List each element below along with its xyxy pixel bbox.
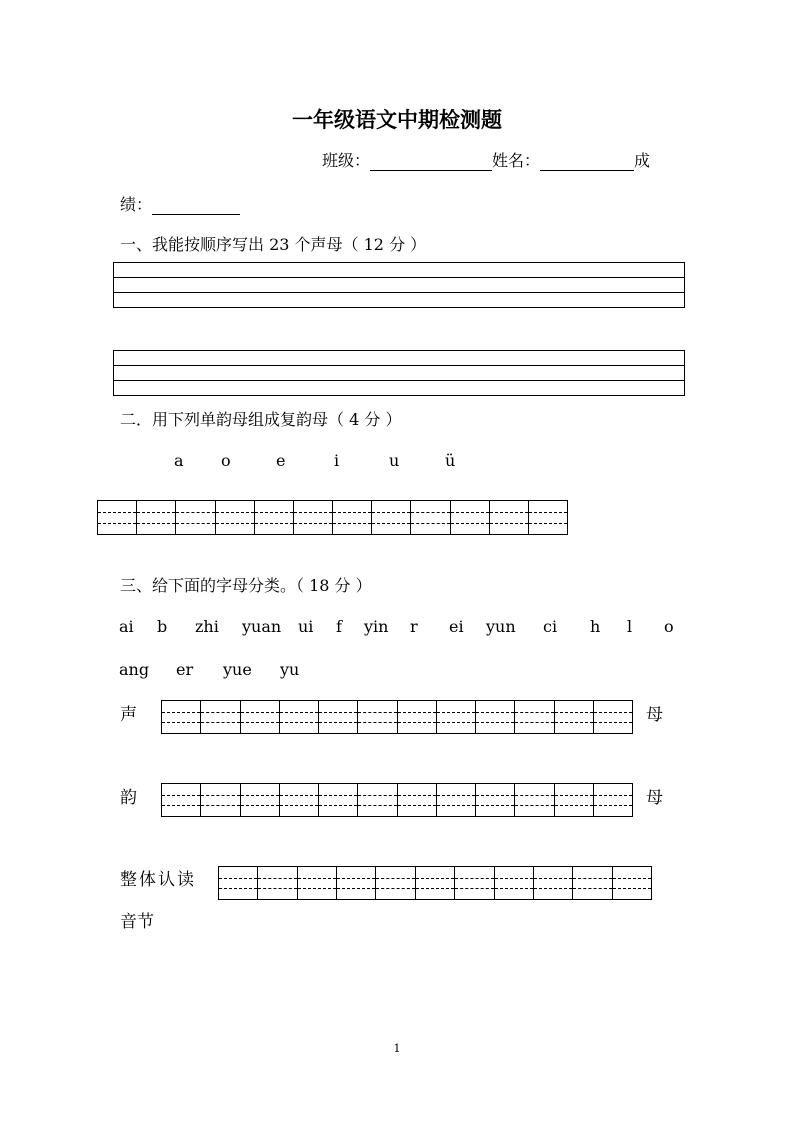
letter-item: ui: [298, 617, 314, 636]
letter-item: f: [336, 617, 342, 636]
letter-item: ang: [119, 660, 150, 679]
grid-cell[interactable]: [255, 501, 294, 534]
writing-rule: [114, 292, 684, 293]
whole-syllable-label-1: 整体认读: [120, 870, 196, 890]
grid-cell[interactable]: [201, 784, 240, 816]
vowel-i: i: [334, 451, 340, 470]
letter-item: ei: [449, 617, 464, 636]
initials-writing-box-2[interactable]: [113, 350, 685, 396]
grid-cell[interactable]: [411, 501, 450, 534]
grid-cell[interactable]: [529, 501, 567, 534]
grid-cell[interactable]: [555, 784, 594, 816]
vowel-a: a: [174, 451, 184, 470]
writing-rule: [114, 277, 684, 278]
grid-cell[interactable]: [241, 784, 280, 816]
letter-item: yu: [280, 660, 300, 679]
grid-cell[interactable]: [476, 701, 515, 733]
initials-label-left: 声: [120, 705, 137, 725]
grid-cell[interactable]: [372, 501, 411, 534]
grid-cell[interactable]: [515, 784, 554, 816]
letter-item: yuan: [242, 617, 282, 636]
letter-item: o: [664, 617, 674, 636]
header-line: [322, 148, 650, 171]
grid-cell[interactable]: [241, 701, 280, 733]
grid-cell[interactable]: [337, 867, 376, 899]
vowel-e: e: [276, 451, 286, 470]
grid-cell[interactable]: [451, 501, 490, 534]
letter-item: yue: [223, 660, 252, 679]
grid-cell[interactable]: [515, 701, 554, 733]
letter-item: ci: [543, 617, 558, 636]
grid-cell[interactable]: [437, 701, 476, 733]
name-label: 姓名：: [492, 151, 541, 170]
vowel-o: o: [221, 451, 231, 470]
vowel-v: ü: [445, 451, 456, 470]
grid-cell[interactable]: [613, 867, 651, 899]
whole-syllable-grid[interactable]: [218, 866, 652, 900]
initials-writing-box-1[interactable]: [113, 262, 685, 308]
grid-cell[interactable]: [358, 784, 397, 816]
grid-cell[interactable]: [216, 501, 255, 534]
section2-heading: 二．用下列单韵母组成复韵母（ 4 分 ）: [120, 410, 402, 429]
grid-cell[interactable]: [437, 784, 476, 816]
letter-item: r: [410, 617, 418, 636]
grid-cell[interactable]: [319, 701, 358, 733]
grid-cell[interactable]: [294, 501, 333, 534]
grid-cell[interactable]: [594, 784, 632, 816]
grid-cell[interactable]: [573, 867, 612, 899]
letter-item: l: [627, 617, 633, 636]
grid-cell[interactable]: [219, 867, 258, 899]
grid-cell[interactable]: [416, 867, 455, 899]
whole-syllable-label-2: 音节: [120, 912, 154, 932]
grid-cell[interactable]: [333, 501, 372, 534]
grid-cell[interactable]: [280, 701, 319, 733]
grid-cell[interactable]: [594, 701, 632, 733]
name-blank[interactable]: [540, 154, 634, 171]
grid-cell[interactable]: [319, 784, 358, 816]
finals-label-right: 母: [646, 788, 663, 808]
grid-cell[interactable]: [176, 501, 215, 534]
score-line: [120, 192, 240, 215]
grid-cell[interactable]: [201, 701, 240, 733]
letter-item: h: [590, 617, 601, 636]
class-label: 班级：: [322, 151, 371, 170]
letter-item: b: [157, 617, 168, 636]
grid-cell[interactable]: [495, 867, 534, 899]
grid-cell[interactable]: [490, 501, 529, 534]
letter-item: yin: [364, 617, 389, 636]
grid-cell[interactable]: [98, 501, 137, 534]
grid-cell[interactable]: [555, 701, 594, 733]
grid-cell[interactable]: [398, 701, 437, 733]
grid-cell[interactable]: [455, 867, 494, 899]
grid-cell[interactable]: [137, 501, 176, 534]
letter-item: er: [176, 660, 194, 679]
initials-grid[interactable]: [161, 700, 633, 734]
grid-cell[interactable]: [376, 867, 415, 899]
grid-cell[interactable]: [258, 867, 297, 899]
score-blank[interactable]: [152, 198, 240, 215]
compound-finals-grid[interactable]: [97, 500, 568, 535]
score-label-part2: 绩：: [120, 195, 153, 214]
finals-grid[interactable]: [161, 783, 633, 817]
finals-label-left: 韵: [120, 788, 137, 808]
grid-cell[interactable]: [280, 784, 319, 816]
grid-cell[interactable]: [162, 701, 201, 733]
class-blank[interactable]: [370, 154, 492, 171]
section3-heading: 三、给下面的字母分类。（ 18 分 ）: [120, 576, 372, 595]
page-title: 一年级语文中期检测题: [292, 107, 502, 132]
writing-rule: [114, 380, 684, 381]
letter-item: ai: [119, 617, 134, 636]
section1-heading: 一、我能按顺序写出 23 个声母（ 12 分 ）: [120, 235, 427, 254]
initials-label-right: 母: [646, 705, 663, 725]
grid-cell[interactable]: [298, 867, 337, 899]
grid-cell[interactable]: [358, 701, 397, 733]
letter-item: yun: [486, 617, 516, 636]
score-label-part1: 成: [634, 151, 651, 170]
page-number: 1: [393, 1042, 401, 1055]
grid-cell[interactable]: [398, 784, 437, 816]
grid-cell[interactable]: [534, 867, 573, 899]
vowel-u: u: [389, 451, 400, 470]
writing-rule: [114, 365, 684, 366]
letter-item: zhi: [195, 617, 219, 636]
grid-cell[interactable]: [476, 784, 515, 816]
grid-cell[interactable]: [162, 784, 201, 816]
